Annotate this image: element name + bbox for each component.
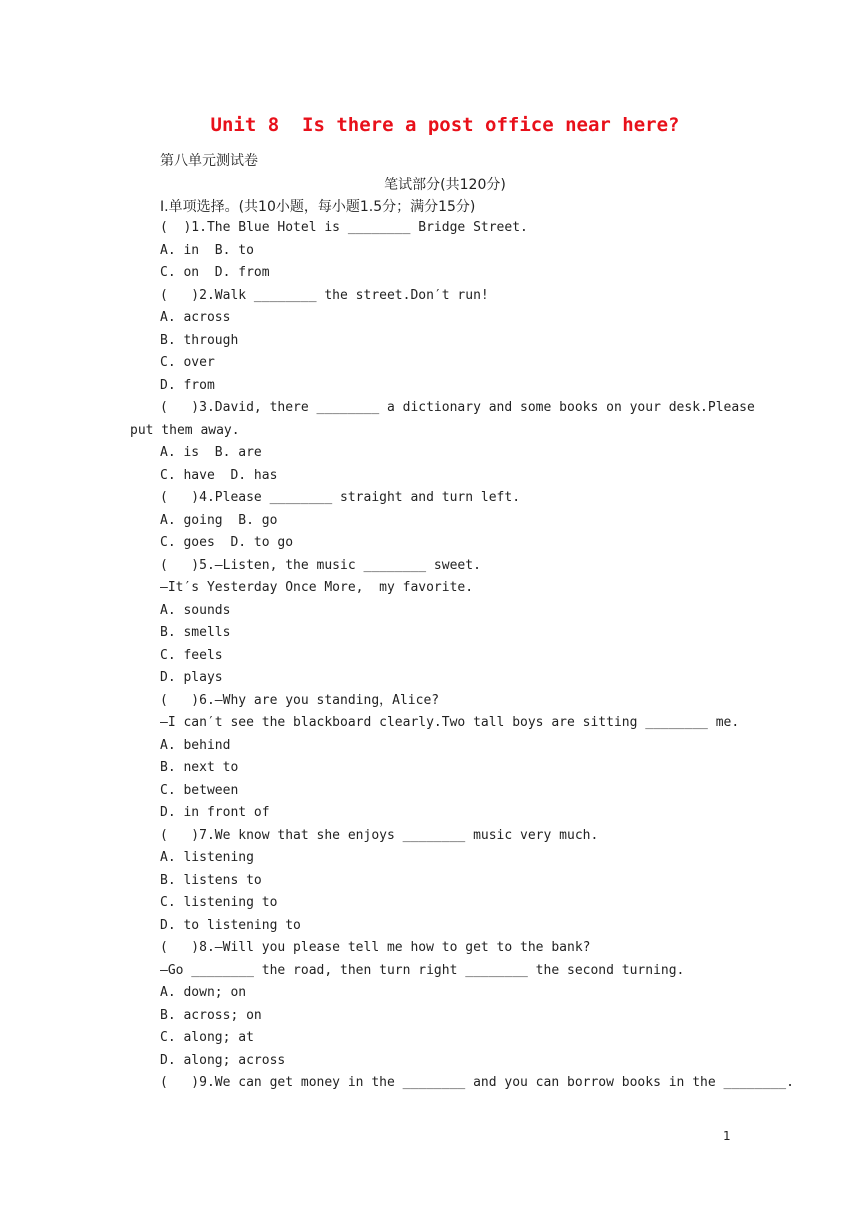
unit-title: Unit 8 Is there a post office near here? — [210, 114, 680, 136]
question-line: ( )3.David, there ________ a dictionary and some books on your desk.Please — [160, 400, 755, 415]
question-line: —Go ________ the road, then turn right ________ the second turning. — [160, 962, 685, 978]
question-line: C. between — [160, 782, 239, 798]
question-line: ( )1.The Blue Hotel is ________ Bridge Street. — [160, 220, 528, 235]
question-line: D. along; across — [160, 1052, 286, 1068]
question-list — [130, 217, 794, 1095]
question-line: A. behind — [160, 737, 231, 753]
question-line: —I can′t see the blackboard clearly.Two tall boys are sitting ________ me. — [160, 715, 740, 730]
section-heading: 笔试部分(共120分) — [384, 177, 506, 193]
question-line: C. along; at — [160, 1030, 254, 1045]
question-line: B. through — [160, 332, 239, 348]
question-line: ( )2.Walk ________ the street.Don′t run! — [160, 287, 489, 303]
question-line: ( )4.Please ________ straight and turn left. — [160, 490, 521, 505]
question-line: ( )9.We can get money in the ________ and you can borrow books in the ________. — [160, 1075, 794, 1090]
question-line: B. smells — [160, 625, 231, 640]
question-line: A. down; on — [160, 985, 247, 1000]
question-line: A. is B. are — [160, 445, 262, 460]
question-line: C. listening to — [160, 895, 278, 910]
question-line: C. goes D. to go — [160, 535, 294, 550]
question-line: A. listening — [160, 850, 254, 865]
question-line: B. across; on — [160, 1007, 262, 1023]
question-line: D. in front of — [160, 805, 270, 820]
question-line: D. to listening to — [160, 917, 301, 933]
question-line: —It′s Yesterday Once More, my favorite. — [160, 580, 474, 595]
question-line: ( )6.—Why are you standing，Alice? — [160, 692, 440, 708]
question-line: A. in B. to — [160, 242, 254, 258]
question-line: ( )5.—Listen, the music ________ sweet. — [160, 557, 481, 573]
question-line: ( )7.We know that she enjoys ________ music very much. — [160, 827, 599, 843]
question-line: D. from — [160, 377, 215, 393]
question-line: B. next to — [160, 760, 239, 775]
test-subtitle: 第八单元测试卷 — [160, 153, 258, 169]
question-line: A. across — [160, 310, 231, 325]
page-number: 1 — [723, 1129, 731, 1143]
question-line: put them away. — [130, 422, 240, 438]
question-line: A. going B. go — [160, 512, 278, 528]
question-line: C. feels — [160, 647, 223, 663]
question-line: A. sounds — [160, 602, 231, 618]
question-line: ( )8.—Will you please tell me how to get to the bank? — [160, 940, 591, 955]
question-line: C. on D. from — [160, 265, 270, 280]
part-instruction: Ⅰ.单项选择。(共10小题，每小题1.5分；满分15分) — [160, 199, 476, 215]
question-line: B. listens to — [160, 872, 262, 888]
question-line: C. have D. has — [160, 467, 278, 483]
question-line: D. plays — [160, 670, 223, 685]
question-line: C. over — [160, 355, 215, 370]
